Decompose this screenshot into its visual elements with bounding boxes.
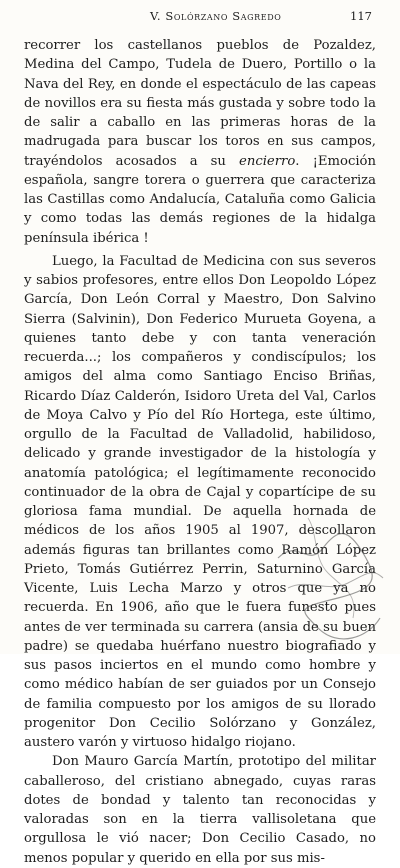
running-head	[150, 9, 372, 27]
page-number: 117	[350, 9, 372, 23]
paragraph: Don Mauro García Martín, prototipo del militar caballeroso, del cristiano abnegado, cuyas raras dotes de bondad y talento tan reconocidas y valoradas son en la tierra vallisoletana que orgullosa le vió nacer; Don Cecilio Casado, no menos popular y querido en ella por sus mis-	[24, 754, 376, 866]
paragraph: Luego, la Facultad de Medicina con sus severos y sabios profesores, entre ellos Don Leopoldo López García, Don León Corral y Maestro, Don Salvino Sierra (Salvinin), Don Federico Murueta Goyena, a quienes tanto debe y con tanta veneración recuerda...; los compañeros y condiscípulos; los amigos del alma como Santiago Enciso Briñas, Ricardo Díaz Calderón, Isidoro Ureta del Val, Carlos de Moya Calvo y Pío del Río Hortega, este último, orgullo de la Facultad de Valladolid, habilidoso, delicado y grande investigador de la histología y anatomía patológica; el legítimamente reconocido continuador de la obra de Cajal y copartícipe de su gloriosa fama mundial. De aquella hornada de médicos de los años 1905 al 1907, descollaron además figuras tan brillantes como Ramón López Prieto, Tomás Gutiérrez Perrin, Saturnino García Vicente, Luis Lecha Marzo y otros que ya no recuerda. En 1906, año que le fuera funesto pues antes de ver terminada su carrera (ansia de su buen padre) se quedaba huérfano nuestro biografiado y sus pasos inciertos en el mundo como hombre y como médico habían de ser guiados por un Consejo de familia compuesto por los amigos de su llorado progenitor Don Cecilio Solórzano y González, austero varón y virtuoso hidalgo riojano.	[24, 253, 376, 750]
body-text	[24, 36, 376, 868]
running-title: V. Solórzano Sagredo	[150, 9, 282, 23]
paragraph-text: recorrer los castellanos pueblos de Pozaldez, Medina del Campo, Tudela de Duero, Portillo o la Nava del Rey, en donde el espectáculo de las capeas de novillos era su fiesta más gustada y sobre todo la de salir a caballo en las primeras horas de la madrugada para buscar los toros en sus campos, trayéndolos acosados a su	[24, 38, 376, 169]
paragraph-text: . ¡Emoción española, sangre torera o guerrera que caracteriza las Castillas como Andalucía, Cataluña como Galicia y como todas las demás regiones de la hidalga península ibérica !	[24, 153, 376, 246]
paragraph-continuation	[24, 36, 376, 248]
italic-word: encierro	[239, 153, 296, 169]
